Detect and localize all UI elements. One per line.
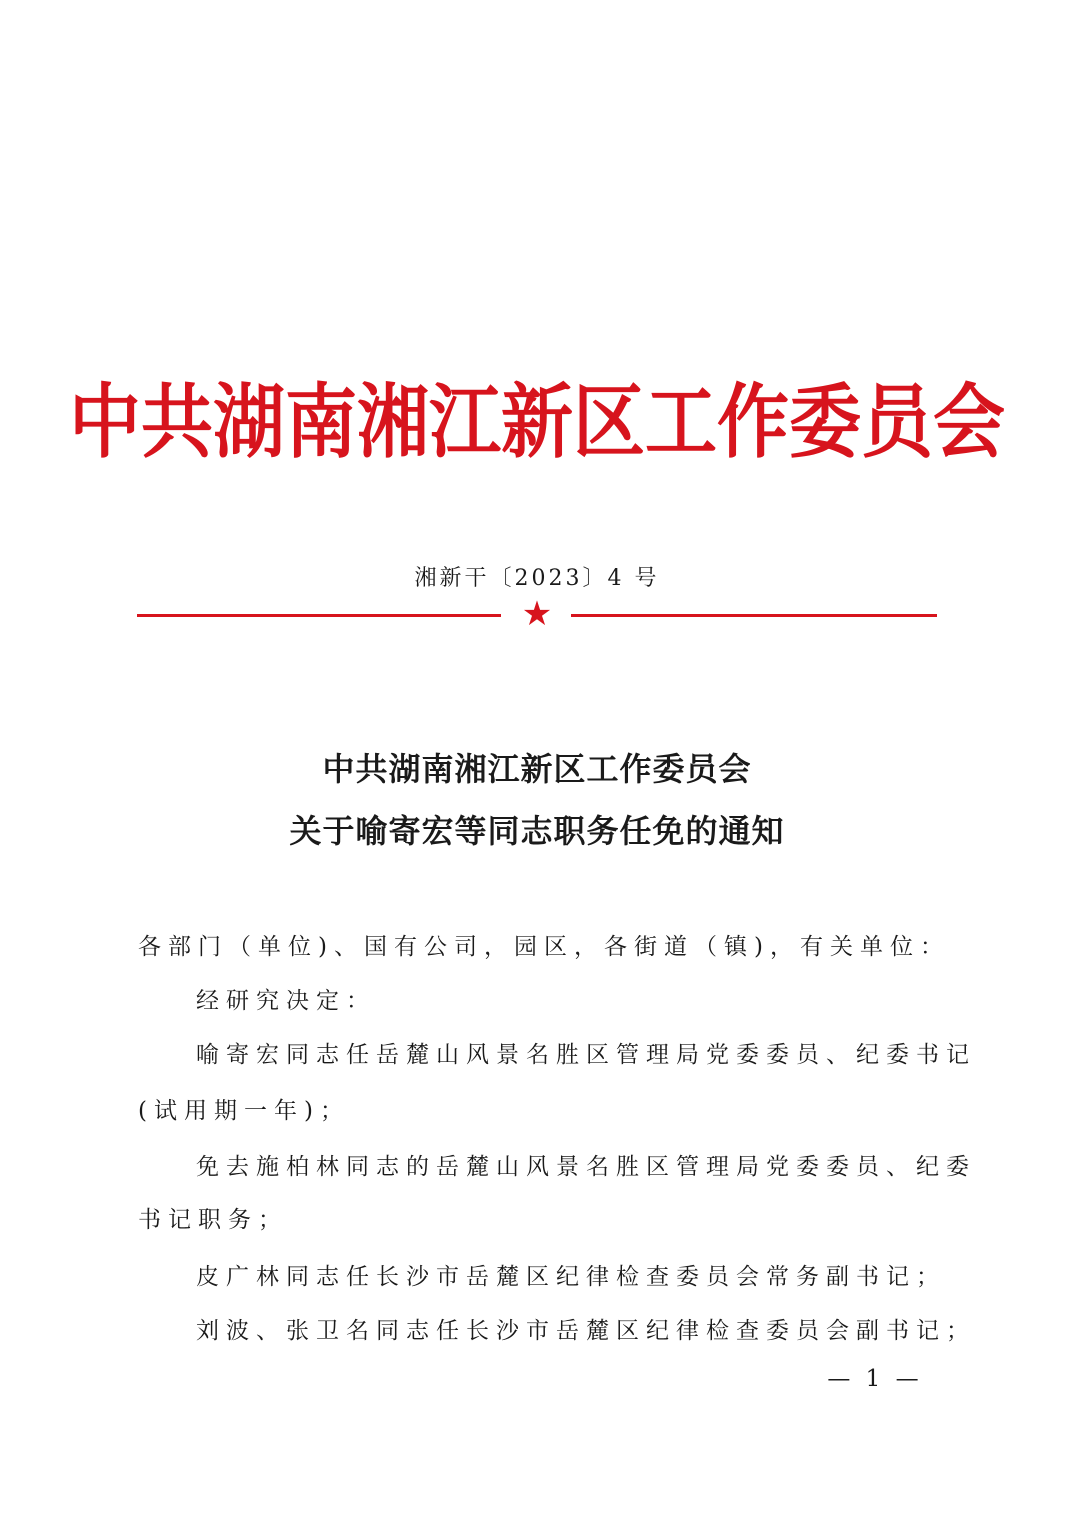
red-divider-left	[137, 614, 501, 617]
masthead-org-name: 中共湖南湘江新区工作委员会	[68, 374, 1005, 470]
appointment-item-2: 免去施柏林同志的岳麓山风景名胜区管理局党委委员、纪委	[196, 1154, 976, 1180]
page-number: — 1 —	[827, 1366, 923, 1392]
star-icon: ★	[521, 594, 553, 634]
addressee: 各部门（单位)、国有公司，园区，各街道（镇)，有关单位：	[138, 934, 950, 960]
notice-title-line1: 中共湖南湘江新区工作委员会	[322, 750, 752, 788]
document-number: 湘新干〔2023〕4 号	[414, 566, 660, 591]
intro-line: 经研究决定：	[196, 988, 376, 1014]
appointment-item-2-continued: 书记职务；	[138, 1207, 288, 1233]
appointment-item-4: 刘波、张卫名同志任长沙市岳麓区纪律检查委员会副书记；	[196, 1318, 976, 1344]
notice-title-line2: 关于喻寄宏等同志职务任免的通知	[289, 812, 785, 850]
appointment-item-1-continued: (试用期一年)；	[138, 1098, 350, 1124]
red-divider-right	[571, 614, 937, 617]
appointment-item-3: 皮广林同志任长沙市岳麓区纪律检查委员会常务副书记；	[196, 1264, 946, 1290]
appointment-item-1: 喻寄宏同志任岳麓山风景名胜区管理局党委委员、纪委书记	[196, 1042, 976, 1068]
